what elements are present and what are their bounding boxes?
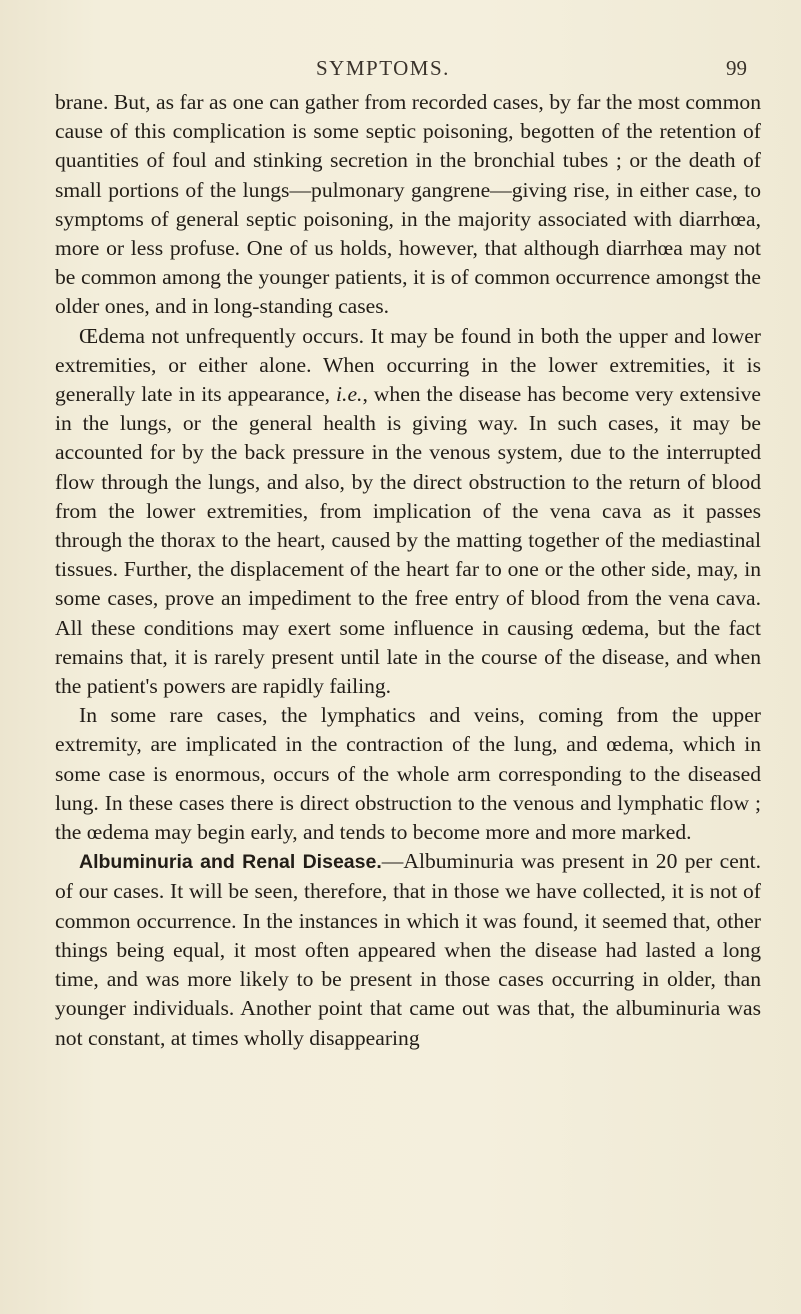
paragraph-text: In some rare cases, the lymphatics and veins, coming from the upper extremity, are implicated in the contraction of the lung, and œdema, which in some case is enormous, occurs of the whole arm corresponding to the diseased lung. In these cases there is direct obstruction to the venous and lymphatic flow ; the œdema may begin early, and tends to become more and more marked. (55, 703, 761, 845)
running-title: SYMPTOMS. (316, 56, 450, 80)
paragraph-albuminuria (55, 847, 761, 1052)
paragraph-septic-poisoning (55, 88, 761, 322)
paragraph-text: brane. But, as far as one can gather from recorded cases, by far the most common cause of this complication is some septic poisoning, begotten of the retention of quantities of foul and stinking secretion in the bronchial tubes ; or the death of small portions of the lungs—pulmonary gangrene—giving rise, in either case, to symptoms of general septic poisoning, in the majority associated with diarrhœa, more or less profuse. One of us holds, however, that although diarrhœa may not be common among the younger patients, it is of common occurrence amongst the older ones, and in long-standing cases. (55, 90, 761, 319)
paragraph-lymphatics (55, 701, 761, 847)
body-text (55, 88, 761, 1053)
abbreviation-ie: i.e. (336, 382, 363, 407)
running-head (0, 56, 801, 86)
paragraph-text: —Albuminuria was present in 20 per cent. of our cases. It will be seen, therefore, that in those we have collected, it is not of common occurrence. In the instances in which it was found, it seemed that, other things being equal, it most often appeared when the disease had lasted a long time, and was more likely to be present in those cases occurring in older, than younger individuals. Another point that came out was that, the albuminuria was not constant, at times wholly disappearing (55, 849, 761, 1050)
section-heading-albuminuria: Albuminuria and Renal Disease. (79, 851, 382, 874)
paragraph-text: Œdema not unfrequently occurs. It may be found in both the upper and lower extremities, or either alone. When occurring in the lower extremities, it is generally late in its appearance, (55, 323, 761, 407)
page-number: 99 (726, 56, 747, 80)
paragraph-oedema (55, 322, 761, 702)
paragraph-text-continued: , when the disease has become very extensive in the lungs, or the general health is giving way. In such cases, it may be accounted for by the back pressure in the venous system, due to the interrupted flow through the lungs, and also, by the direct obstruction to the return of blood from the lower extremities, from implication of the vena cava as it passes through the thorax to the heart, caused by the matting together of the mediastinal tissues. Further, the displacement of the heart far to one or the other side, may, in some cases, prove an impediment to the free entry of blood from the vena cava. All these conditions may exert some influence in causing œdema, but the fact remains that, it is rarely present until late in the course of the disease, and when the patient's powers are rapidly failing. (55, 382, 761, 699)
